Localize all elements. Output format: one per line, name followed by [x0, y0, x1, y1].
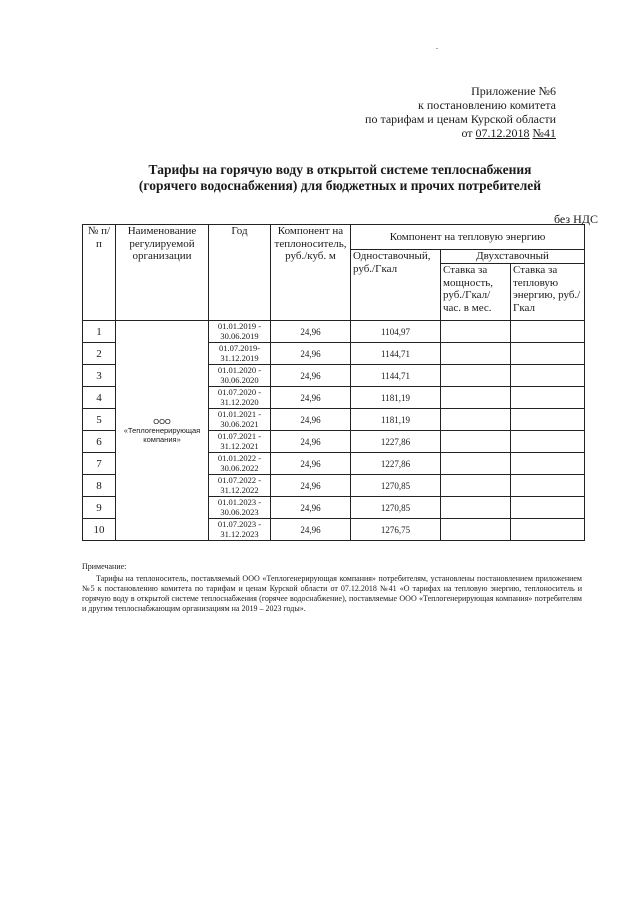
- appendix-committee: по тарифам и ценам Курской области: [365, 112, 556, 126]
- single-rate-cell: 1104,97: [351, 321, 441, 343]
- appendix-resolution: к постановлению комитета: [418, 98, 556, 112]
- carrier-component-cell: 24,96: [271, 387, 351, 409]
- title-line-1: Тарифы на горячую воду в открытой системе теплоснабжения: [148, 162, 532, 177]
- vat-note: без НДС: [553, 212, 598, 226]
- table-row: [83, 321, 585, 343]
- carrier-component-cell: 24,96: [271, 453, 351, 475]
- carrier-component-cell: 24,96: [271, 475, 351, 497]
- period-cell: 01.01.2020 - 30.06.2020: [209, 365, 271, 387]
- row-number: 7: [83, 453, 116, 475]
- energy-rate-cell: [511, 387, 585, 409]
- energy-rate-cell: [511, 519, 585, 541]
- period-cell: 01.07.2022 - 31.12.2022: [209, 475, 271, 497]
- tariff-table: [82, 224, 585, 541]
- period-cell: 01.07.2021 - 31.12.2021: [209, 431, 271, 453]
- document-title: [70, 162, 610, 194]
- header-single-rate: Одноставочный, руб./Гкал: [351, 250, 441, 321]
- single-rate-cell: 1270,85: [351, 475, 441, 497]
- single-rate-cell: 1270,85: [351, 497, 441, 519]
- energy-rate-cell: [511, 343, 585, 365]
- row-number: 1: [83, 321, 116, 343]
- capacity-rate-cell: [441, 431, 511, 453]
- single-rate-cell: 1181,19: [351, 409, 441, 431]
- appendix-date-line: [296, 126, 556, 140]
- capacity-rate-cell: [441, 519, 511, 541]
- capacity-rate-cell: [441, 453, 511, 475]
- row-number: 6: [83, 431, 116, 453]
- appendix-title: Приложение №6: [471, 84, 556, 98]
- row-number: 4: [83, 387, 116, 409]
- capacity-rate-cell: [441, 365, 511, 387]
- appendix-date: 07.12.2018: [475, 126, 530, 140]
- row-number: 3: [83, 365, 116, 387]
- period-cell: 01.07.2019- 31.12.2019: [209, 343, 271, 365]
- capacity-rate-cell: [441, 387, 511, 409]
- carrier-component-cell: 24,96: [271, 321, 351, 343]
- carrier-component-cell: 24,96: [271, 365, 351, 387]
- capacity-rate-cell: [441, 343, 511, 365]
- carrier-component-cell: 24,96: [271, 519, 351, 541]
- energy-rate-cell: [511, 453, 585, 475]
- organization-name: ООО «Теплогенерирующая компания»: [116, 321, 209, 541]
- header-thermal: Компонент на тепловую энергию: [351, 225, 585, 250]
- period-cell: 01.01.2019 - 30.06.2019: [209, 321, 271, 343]
- carrier-component-cell: 24,96: [271, 343, 351, 365]
- row-number: 8: [83, 475, 116, 497]
- capacity-rate-cell: [441, 321, 511, 343]
- capacity-rate-cell: [441, 497, 511, 519]
- header-year: Год: [209, 225, 271, 321]
- single-rate-cell: 1227,86: [351, 431, 441, 453]
- single-rate-cell: 1144,71: [351, 365, 441, 387]
- single-rate-cell: 1181,19: [351, 387, 441, 409]
- appendix-number: №41: [532, 126, 556, 140]
- period-cell: 01.01.2023 - 30.06.2023: [209, 497, 271, 519]
- scan-speck: .: [436, 42, 438, 51]
- header-org: Наименование регулируемой организации: [116, 225, 209, 321]
- carrier-component-cell: 24,96: [271, 409, 351, 431]
- period-cell: 01.07.2023 - 31.12.2023: [209, 519, 271, 541]
- single-rate-cell: 1276,75: [351, 519, 441, 541]
- header-energy-rate: Ставка за тепловую энергию, руб./Гкал: [511, 264, 585, 321]
- header-carrier: Компонент на теплоноситель, руб./куб. м: [271, 225, 351, 321]
- energy-rate-cell: [511, 409, 585, 431]
- tariff-table-body: [83, 321, 585, 541]
- header-no: № п/п: [83, 225, 116, 321]
- appendix-date-prefix: от: [461, 126, 476, 140]
- single-rate-cell: 1227,86: [351, 453, 441, 475]
- single-rate-cell: 1144,71: [351, 343, 441, 365]
- energy-rate-cell: [511, 497, 585, 519]
- carrier-component-cell: 24,96: [271, 431, 351, 453]
- capacity-rate-cell: [441, 409, 511, 431]
- row-number: 5: [83, 409, 116, 431]
- row-number: 9: [83, 497, 116, 519]
- energy-rate-cell: [511, 475, 585, 497]
- remark-text: Тарифы на теплоноситель, поставляемый ООО «Теплогенерирующая компания» потребителям, установлены постановлением приложением №5 к постановлению комитета по тарифам и ценам Курской области от 07.12.2018 №41 «О тарифах на тепловую энергию, теплоноситель и горячую воду в открытой системе теплоснабжения (горячее водоснабжение), поставляемые ООО «Теплогенерирующая компания» потребителям и другим теплоснабжающим организациям на 2019 – 2023 годы».: [82, 574, 582, 613]
- appendix-header: [296, 84, 556, 140]
- remark-heading: Примечание:: [82, 562, 127, 571]
- energy-rate-cell: [511, 431, 585, 453]
- carrier-component-cell: 24,96: [271, 497, 351, 519]
- header-capacity-rate: Ставка за мощность, руб./Гкал/час. в мес.: [441, 264, 511, 321]
- row-number: 2: [83, 343, 116, 365]
- period-cell: 01.07.2020 - 31.12.2020: [209, 387, 271, 409]
- energy-rate-cell: [511, 365, 585, 387]
- row-number: 10: [83, 519, 116, 541]
- period-cell: 01.01.2021 - 30.06.2021: [209, 409, 271, 431]
- period-cell: 01.01.2022 - 30.06.2022: [209, 453, 271, 475]
- capacity-rate-cell: [441, 475, 511, 497]
- remark-block: [82, 562, 582, 614]
- title-line-2: (горячего водоснабжения) для бюджетных и прочих потребителей: [138, 178, 542, 193]
- header-two-rate: Двухставочный: [441, 250, 585, 264]
- energy-rate-cell: [511, 321, 585, 343]
